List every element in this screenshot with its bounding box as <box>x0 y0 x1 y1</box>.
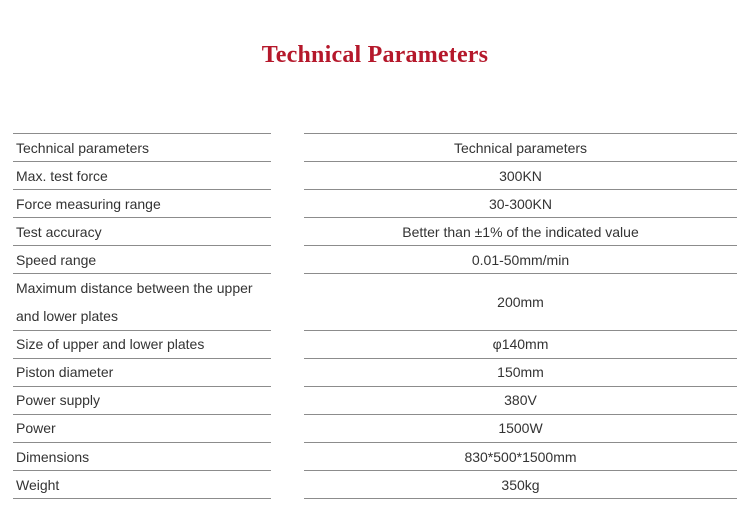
parameter-name-cell: Power <box>16 420 56 437</box>
table-row <box>304 387 737 415</box>
parameter-value-cell: 1500W <box>498 420 543 437</box>
parameter-name-cell: Weight <box>16 476 60 493</box>
table-row <box>13 359 271 387</box>
parameter-value-cell: 300KN <box>499 167 542 184</box>
parameter-name-cell: Max. test force <box>16 167 108 184</box>
table-row <box>304 190 737 218</box>
table-row <box>13 246 271 274</box>
table-row <box>304 274 737 330</box>
parameter-value-cell: 380V <box>504 392 537 409</box>
table-row <box>304 415 737 443</box>
parameter-name-cell: Dimensions <box>16 448 90 465</box>
table-row <box>304 471 737 499</box>
parameter-value-cell: Better than ±1% of the indicated value <box>402 223 639 240</box>
table-row <box>304 218 737 246</box>
table-row <box>13 331 271 359</box>
parameter-value-cell: 200mm <box>497 294 544 311</box>
parameter-value-cell: 830*500*1500mm <box>464 448 577 465</box>
parameter-value-cell: Technical parameters <box>453 139 588 156</box>
parameter-value-cell: 350kg <box>501 476 540 493</box>
parameter-values-table <box>304 133 737 499</box>
parameter-name-cell: Force measuring range <box>16 195 161 212</box>
parameter-value-cell: 30-300KN <box>488 195 553 212</box>
table-row <box>13 415 271 443</box>
parameter-name-cell: Size of upper and lower plates <box>16 336 205 353</box>
table-row <box>13 387 271 415</box>
page-title: Technical Parameters <box>261 42 489 68</box>
parameter-name-cell: Speed range <box>16 251 97 268</box>
parameter-names-table <box>13 133 271 499</box>
parameter-name-cell: Maximum distance between the upper and lower plates <box>16 280 253 325</box>
table-row <box>304 134 737 162</box>
table-row <box>13 443 271 471</box>
parameter-name-cell: Technical parameters <box>16 139 150 156</box>
table-row <box>13 471 271 499</box>
table-row <box>13 162 271 190</box>
parameter-name-cell: Power supply <box>16 392 101 409</box>
table-row <box>304 443 737 471</box>
parameter-value-cell: 150mm <box>497 364 544 381</box>
table-row <box>13 190 271 218</box>
table-row <box>13 218 271 246</box>
table-row <box>304 162 737 190</box>
parameter-value-cell: 0.01-50mm/min <box>471 251 570 268</box>
table-row <box>13 274 271 330</box>
table-row <box>304 359 737 387</box>
table-row <box>304 246 737 274</box>
parameter-name-cell: Test accuracy <box>16 223 102 240</box>
table-row <box>304 331 737 359</box>
table-row <box>13 134 271 162</box>
parameter-name-cell: Piston diameter <box>16 364 114 381</box>
parameter-value-cell: φ140mm <box>492 336 549 353</box>
